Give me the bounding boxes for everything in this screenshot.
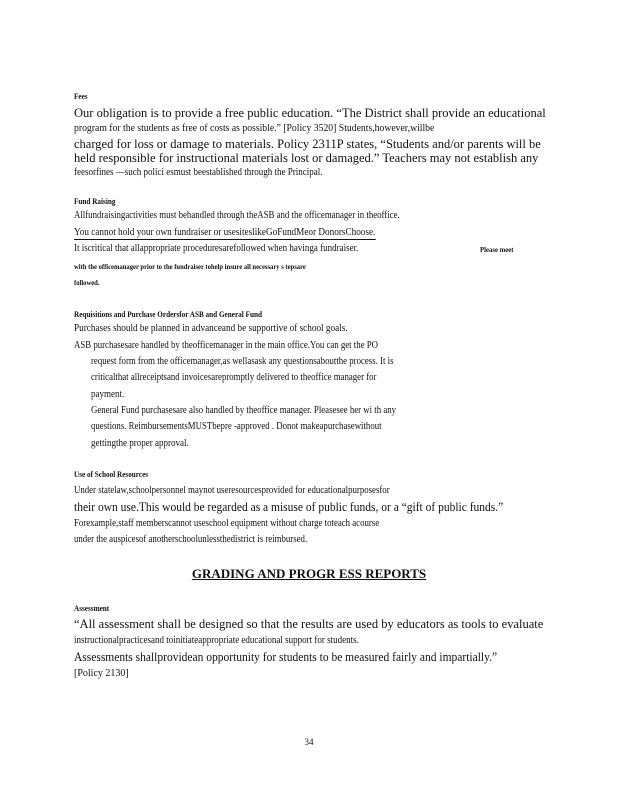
fees-line-4: held responsible for instructional materials lost or damaged.” Teachers may not establish any [74,151,539,165]
fees-line-3: charged for loss or damage to materials. Policy 2311P states, “Students and/or parents will be [74,137,541,151]
school-resources-line-2: their own use.This would be regarded as a misuse of public funds, or a “gift of public funds.” [74,500,504,514]
fund-raising-line-1: Allfundraisingactivities must behandled through theASB and the officemanager in theoffice. [74,210,400,221]
requisitions-line-6: General Fund purchasesare also handled by theoffice manager. Pleasesee her wi th any [91,405,397,416]
page-number: 34 [304,737,314,747]
requisitions-line-8: gettingthe proper approval. [91,438,189,449]
requisitions-line-4: criticalthat allreceiptsand invoicesarepromptly delivered to theoffice manager for [91,372,377,383]
school-resources-line-3: Forexample,staff memberscannot useschool equipment without charge toteach acourse [74,518,380,529]
assessment-line-4: [Policy 2130] [74,668,129,679]
fees-line-2: program for the students as free of costs as possible.” [Policy 3520] Students,however,willbe [74,123,435,134]
section-title: GRADING AND PROGR ESS REPORTS [191,566,427,581]
fund-raising-line-4: with the officemanager prior to the fundraiser tohelp insure all necessary s tepsare [74,262,306,271]
requisitions-line-1: Purchases should be planned in advanceand be supportive of school goals. [74,323,348,334]
fees-line-1: Our obligation is to provide a free public education. “The District shall provide an educational [74,106,546,120]
assessment-heading: Assessment [74,604,110,613]
school-resources-heading: Use of School Resources [74,470,149,479]
requisitions-line-5: payment. [91,389,125,400]
fees-heading: Fees [74,92,88,101]
requisitions-heading: Requisitions and Purchase Ordersfor ASB and General Fund [74,310,262,319]
assessment-line-3: Assessments shallprovidean opportunity for students to be measured fairly and impartially.” [74,650,498,664]
fund-raising-line-5: followed. [74,278,100,287]
requisitions-line-2: ASB purchasesare handled by theofficemanager in the main office.You can get the PO [74,340,379,351]
fund-raising-line-3: It iscritical that allappropriate proceduresarefollowed when havinga fundraiser. [74,243,359,254]
fund-raising-line-2: You cannot hold your own fundraiser or usesiteslikeGoFundMeor DonorsChoose. [74,227,376,238]
fund-raising-line-3b: Please meet [480,245,514,254]
school-resources-line-1: Under statelaw,schoolpersonnel maynot useresourcesprovided for educationalpurposesfor [74,485,390,496]
fees-line-5: feesorfines —such polici esmust beestablished through the Principal. [74,167,323,178]
school-resources-line-4: under the auspicesof anotherschoolunlessthedistrict is reimbursed. [74,534,308,545]
assessment-line-2: instructionalpracticesand toinitiateappropriate educational support for students. [74,635,359,646]
requisitions-line-7: questions. ReimbursementsMUSTbepre -approved . Donot makeapurchasewithout [91,421,382,432]
assessment-line-1: “All assessment shall be designed so that the results are used by educators as tools to evaluate [74,617,544,631]
requisitions-line-3: request form from the officemanager,as wellasask any questionsaboutthe process. It is [91,356,394,367]
fund-raising-heading: Fund Raising [74,197,116,206]
